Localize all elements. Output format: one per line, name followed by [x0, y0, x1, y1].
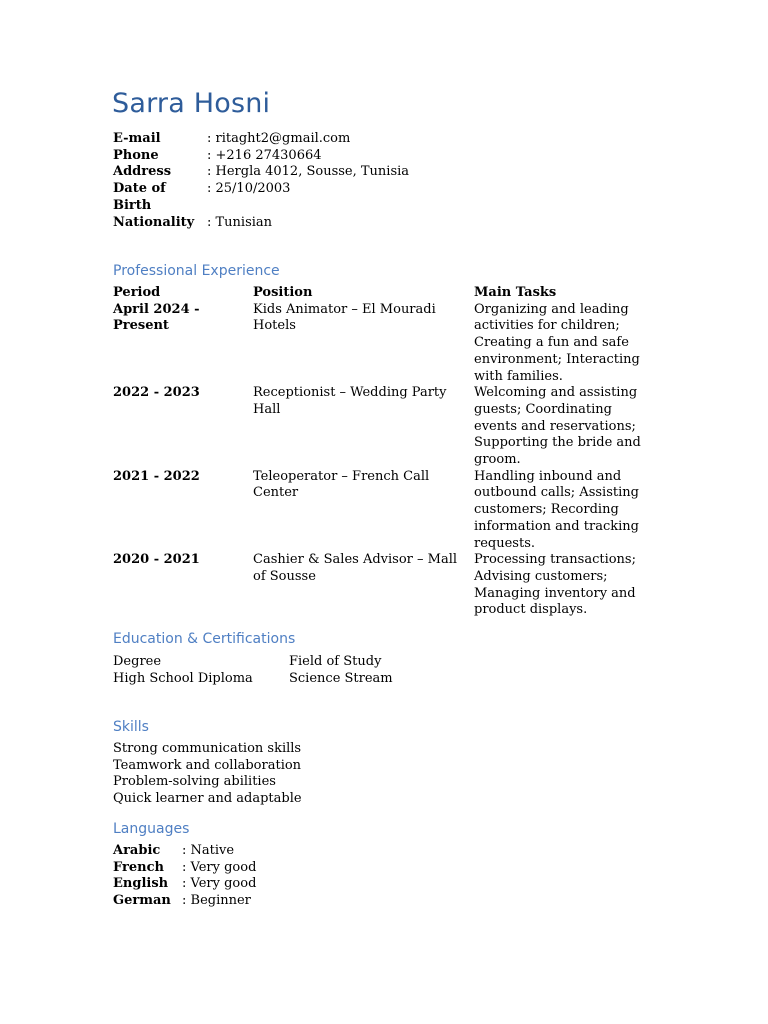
language-level: : Very good: [182, 876, 257, 892]
skills-list: [113, 741, 513, 808]
experience-period: April 2024 - Present: [113, 301, 200, 334]
experience-position: Cashier & Sales Advisor – Mall of Sousse: [253, 552, 458, 584]
language-item: [113, 893, 513, 910]
language-name: Arabic: [113, 843, 161, 858]
experience-row: [113, 385, 673, 469]
info-label: Nationality: [113, 214, 195, 230]
languages-list: [113, 843, 513, 910]
experience-row: [113, 302, 673, 386]
skill-item: Strong communication skills: [113, 741, 302, 756]
experience-tasks: Welcoming and assisting guests; Coordinating events and reservations; Supporting the bride and groom.: [474, 385, 641, 468]
language-item: [113, 843, 513, 860]
education-row: [113, 671, 513, 688]
experience-section-title: Professional Experience: [113, 263, 280, 279]
experience-tasks: Handling inbound and outbound calls; Assisting customers; Recording information and tracking requests.: [474, 468, 639, 551]
experience-tasks: Processing transactions; Advising customers; Managing inventory and product displays.: [474, 552, 636, 618]
period-header: Period: [113, 285, 161, 300]
experience-table: [113, 285, 673, 619]
experience-header-row: [113, 285, 673, 302]
experience-row: [113, 469, 673, 553]
experience-period: 2022 - 2023: [113, 385, 200, 401]
info-value: : Hergla 4012, Sousse, Tunisia: [207, 164, 410, 180]
experience-tasks: Organizing and leading activities for children; Creating a fun and safe environment; Interacting with families.: [474, 301, 640, 384]
skill-item: Problem-solving abilities: [113, 774, 276, 790]
experience-row: [113, 552, 673, 619]
info-value: : 25/10/2003: [207, 181, 291, 197]
skill-item: Quick learner and adaptable: [113, 791, 302, 807]
experience-period: 2020 - 2021: [113, 552, 200, 568]
info-label: E-mail: [113, 131, 161, 146]
field-header: Field of Study: [289, 654, 382, 669]
language-level: : Beginner: [182, 893, 251, 909]
degree-header: Degree: [113, 654, 162, 669]
language-level: : Very good: [182, 859, 257, 875]
education-degree: High School Diploma: [113, 670, 253, 686]
education-field: Science Stream: [289, 670, 393, 686]
info-row-nationality: [113, 215, 533, 232]
info-row-address: [113, 164, 533, 181]
language-name: German: [113, 893, 171, 909]
candidate-name: Sarra Hosni: [112, 88, 271, 119]
info-label: Phone: [113, 147, 159, 163]
info-value: : Tunisian: [207, 214, 273, 230]
skill-item: Teamwork and collaboration: [113, 757, 302, 773]
languages-section-title: Languages: [113, 821, 190, 837]
position-header: Position: [253, 285, 313, 300]
info-row-email: [113, 131, 533, 148]
language-name: English: [113, 876, 169, 892]
personal-info: [113, 131, 533, 231]
info-row-phone: [113, 148, 533, 165]
experience-position: Receptionist – Wedding Party Hall: [253, 385, 447, 417]
experience-position: Kids Animator – El Mouradi Hotels: [253, 301, 436, 334]
skills-section-title: Skills: [113, 719, 149, 735]
experience-position: Teleoperator – French Call Center: [253, 468, 430, 501]
language-item: [113, 876, 513, 893]
education-table: [113, 654, 513, 687]
language-name: French: [113, 859, 164, 875]
language-level: : Native: [182, 843, 235, 858]
education-header-row: [113, 654, 513, 671]
info-value: : ritaght2@gmail.com: [207, 131, 351, 146]
tasks-header: Main Tasks: [474, 285, 557, 300]
info-label: Date of Birth: [113, 181, 166, 213]
info-value: : +216 27430664: [207, 147, 322, 163]
language-item: [113, 860, 513, 877]
experience-period: 2021 - 2022: [113, 468, 200, 484]
info-label: Address: [113, 164, 172, 180]
info-row-date-of-birth: [113, 181, 533, 214]
education-section-title: Education & Certifications: [113, 631, 296, 647]
